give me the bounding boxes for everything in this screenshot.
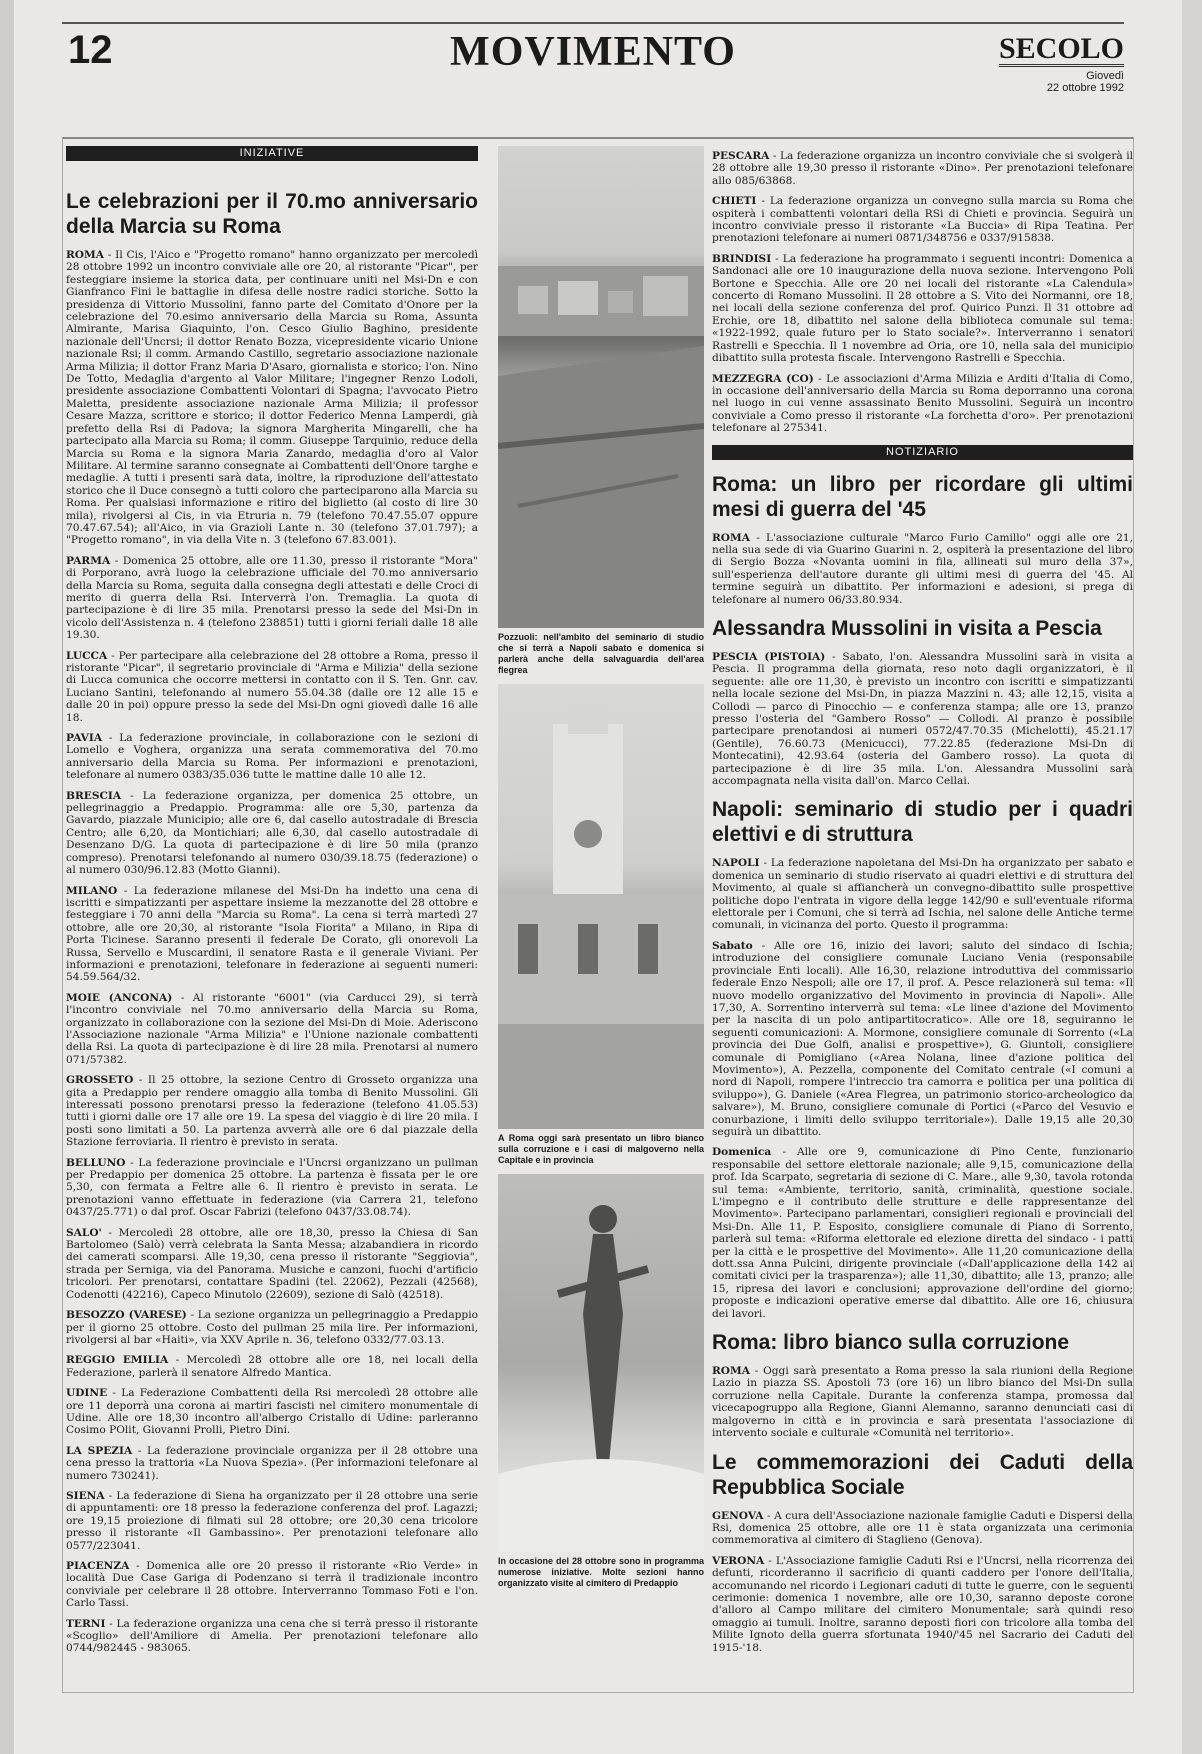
masthead xyxy=(62,14,1124,94)
paragraph-text: - Il Cis, l'Aico e "Progetto romano" hanno organizzato per mercoledì 28 ottobre 1992 un incontro conviviale alle ore 20, al ristorante "Picar", per festeggiare insieme la storica data, per continuare uniti nel Msi-Dn e con Gianfranco Fini le battaglie in difesa delle nostre radici storiche. Sotto la presidenza di Vittorio Mussolini, fanno parte del Comitato d'Onore per la celebrazione del 70.esimo anniversario della Marcia su Roma, Assunta Almirante, Marisa Giaquinto, l'on. Cesco Giulio Baghino, presidente nazionale dell'Uncrsi; il dottor Renato Bozza, vicepresidente vicario Unione nazionale Rsi; il comm. Armando Castillo, segretario associazione nazionale Arma Milizia; il dottor Franz Maria D'Asaro, giornalista e storico; l'on. Nino De Totto, Medaglia d'argento al Valor Militare; l'ingegner Renzo Lodoli, presidente associazione Combattenti Volontari di Spagna; l'avvocato Pietro Maletta, presidente associazione nazionale Arma Milizia; il professor Cesare Mazza, scrittore e storico; il dottor Federico Menna Lamperdi, già prefetto della Rsi di Padova; la signora Margherita Mingarelli, che ha partecipato alla Marcia su Roma; il comm. Giuseppe Tarquinio, reduce della Marcia su Roma e la signora Maria Zanardo, medaglia d'oro al Valor Militare. Al termine saranno consegnate ai Combattenti dell'Onore targhe e medaglie. A tutti i presenti sarà data, inoltre, la riproduzione dell'attestato storico che il Duce consegnò a tutti coloro che parteciparono alla Marcia su Roma. Per qualsiasi informazione e ritiro del biglietto (al costo di lire 30 mila), rivolgersi al Cis, in via Etruria n. 79 (telefono 70.47.55.07 oppure 70.47.67.54); all'Aico, in via Grazioli Lante n. 30 (telefono 37.01.797); a "Progetto romano", in via della Vite n. 3 (telefono 67.83.001). xyxy=(66,249,478,547)
paragraph-text: - Domenica 25 ottobre, alle ore 11.30, presso il ristorante "Mora" di Porporano, avrà luogo la celebrazione ufficiale del 70.mo anniversario della Marcia su Roma, seguita dalla consegna degli attestati e delle Croci di merito di guerra della Rsi. Interverrà l'on. Tremaglia. La quota di partecipazione è di lire 35 mila. Prenotarsi presso la sede del Msi-Dn in vicolo dell'Assistenza n. 4 (telefono 238851) tutti i giorni feriali dalle 18 alle 19.30. xyxy=(66,554,478,642)
left-article-body xyxy=(66,249,478,1655)
article-headline: Roma: libro bianco sulla corruzione xyxy=(712,1331,1070,1355)
notice-paragraph xyxy=(712,253,1133,365)
notice-paragraph xyxy=(66,885,478,984)
paragraph-text: - Il 25 ottobre, la sezione Centro di Grosseto organizza una gita a Predappio per rendere omaggio alla tomba di Benito Mussolini. Gli interessati possono prenotarsi presso la federazione (telefono 41.05.53) tutti i giorni dalle ore 17 alle ore 19. La spesa del viaggio è di lire 20 mila. I posti sono limitati a 50. La partenza avverrà alle ore 6 dal piazzale della Stazione ferroviaria. Il rientro è previsto in serata. xyxy=(66,1074,478,1149)
dateline: UDINE xyxy=(66,1387,108,1400)
notice-paragraph xyxy=(66,1445,478,1482)
dateline: GENOVA xyxy=(712,1509,764,1522)
page-number: 12 xyxy=(68,28,113,72)
dateline: GROSSETO xyxy=(66,1074,134,1087)
paragraph-text: - Al ristorante "6001" (via Carducci 29), si terrà l'incontro conviviale nel 70.mo anniversario della Marcia su Roma, organizzato in collaborazione con la sezione del Msi-Dn di Moie. Aderiscono l'Associazione nazionale "Arma Milizia" e l'Unione nazionale combattenti della Rsi. La quota di partecipazione è di lire 28 mila. Prenotarsi al numero 071/57382. xyxy=(66,991,478,1066)
paragraph-text: - La federazione di Siena ha organizzato per il 28 ottobre una serie di appuntamenti: ore 18 presso la federazione conferenza del prof. Lagazzi; ore 19,15 proiezione di filmati sul 28 ottobre; ore 20,30 cena tricolore presso il ristorante «Il Gambassino». Per prenotazioni telefonare allo 0577/223041. xyxy=(66,1489,478,1552)
paragraph-text: - La federazione provinciale organizza per il 28 ottobre una cena presso la trattoria «La Nuova Spezia». (Per informazioni telefonare al numero 730241). xyxy=(66,1444,478,1482)
dateline: BRESCIA xyxy=(66,789,122,802)
notice-paragraph xyxy=(712,1146,1133,1320)
notice-paragraph xyxy=(712,1555,1133,1654)
dateline: Sabato xyxy=(712,939,753,952)
dateline: PIACENZA xyxy=(66,1560,130,1572)
paragraph-text: - La federazione provinciale, in collaborazione con le sezioni di Lomello e Voghera, organizza una serata commemorativa del 70.mo anniversario della Marcia su Roma. Per informazioni e prenotazioni, telefonare al numero 0383/35.036 tutte le mattine dalle 10 alle 12. xyxy=(66,732,478,782)
dateline: MOIE (ANCONA) xyxy=(66,991,173,1004)
notice-paragraph xyxy=(66,1387,478,1437)
notice-paragraph xyxy=(712,1510,1133,1547)
notice-paragraph xyxy=(66,249,478,547)
paragraph-text: - La Federazione Combattenti della Rsi mercoledì 28 ottobre alle ore 11 deporrà una corona ai martiri fascisti nel cimitero monumentale di Udine. Alle ore 18,30 incontro all'albergo Cristallo di Udine: parleranno Cosimo POlit, Giovanni Prolli, Pietro Dini. xyxy=(66,1387,478,1437)
dateline: CHIETI xyxy=(712,195,757,208)
notice-paragraph xyxy=(712,1365,1133,1439)
notice-paragraph xyxy=(66,1490,478,1552)
notice-paragraph xyxy=(712,532,1133,606)
tower-illustration xyxy=(498,684,704,1129)
dateline: PAVIA xyxy=(66,732,103,745)
photo-campidoglio xyxy=(498,684,704,1129)
notice-paragraph xyxy=(712,195,1133,245)
dateline: PARMA xyxy=(66,554,111,567)
monument-illustration xyxy=(498,1174,704,1552)
paragraph-text: - La sezione organizza un pellegrinaggio a Predappio per il giorno 25 ottobre. Costo del pullman 25 mila lire. Per informazioni, rivolgersi al bar «Haiti», via XXV Aprile n. 36, telefono 0332/77.03.13. xyxy=(66,1309,478,1346)
paragraph-text: - La federazione provinciale e l'Uncrsi organizzano un pullman per Predappio per domenica 25 ottobre. La partenza è fissata per le ore 5,30, con fermata a Feltre alle 6. Il rientro è previsto in serata. Le prenotazioni vanno effettuate in federazione (via Carrera 21, telefono 0437/25.771) o dal prof. Oscar Fabrizi (telefono 0437/33.08.74). xyxy=(66,1156,478,1219)
article-headline: Roma: un libro per ricordare gli ultimi mesi di guerra del '45 xyxy=(712,472,1133,521)
paragraph-text: - La federazione organizza un convegno sulla marcia su Roma che ospiterà i combattenti volontari della RSi di Chieti e provincia. Seguirà un incontro conviviale presso il ristorante «La Buccia» di Ripa Teatina. Per prenotazioni telefonare ai numeri 0871/348756 e 0337/915838. xyxy=(712,195,1133,245)
notice-paragraph xyxy=(66,1618,478,1655)
harbour-illustration xyxy=(498,146,704,628)
notice-paragraph xyxy=(712,150,1133,187)
paragraph-text: - Mercoledì 28 ottobre, alle ore 18,30, presso la Chiesa di San Bartolomeo (Salò) verrà celebrata la Santa Messa; alzabandiera in ricordo dei camerati scomparsi. Alle 19,30, cena presso il ristorante "Seggiovia", strada per Serniga, via del Panorama. Musiche e canzoni, fuochi d'artificio tricolori. Per prenotarsi, contattare Spadini (tel. 22062), Pezzali (42568), Codenotti (42216), Capeco Minutolo (22609), sezione di Salò (42518). xyxy=(66,1226,478,1301)
caption-predappio: In occasione del 28 ottobre sono in programma numerose iniziative. Molte sezioni hanno organizzato visite al cimitero di Predappio xyxy=(498,1556,704,1588)
dateline: ROMA xyxy=(66,249,104,261)
paragraph-text: - Sabato, l'on. Alessandra Mussolini sarà in visita a Pescia. Il programma della giornata, reso noto dagli organizzatori, è il seguente: alle ore 11,30, è previsto un incontro con iscritti e simpatizzanti nella locale sezione del Msi-Dn, in piazza Mazzini n. 43; alle 12,15, visita a Collodi — parco di Pinocchio — e conferenza stampa; alle ore 13, pranzo presso l'osteria del "Gambero Rosso" — Collodi. Al pranzo è possibile partecipare prenotandosi ai numeri 0572/47.70.35 (Michelotti), 45.21.17 (Gentile), 76.60.73 (Menicucci), 77.22.85 (federazione Msi-Dn di Montecatini), 42.93.64 (osteria del Gambero rosso). La quota di partecipazione è di lire 35 mila. L'on. Alessandra Mussolini sarà accompagnata nella visita dall'on. Marco Cellai. xyxy=(712,650,1133,788)
paragraph-text: - L'Associazione famiglie Caduti Rsi e l'Uncrsi, nella ricorrenza dei defunti, ricorderanno il sacrificio di quanti caddero per l'onore dell'Italia, accomunando nel ricordo i Legionari caduti di tutte le guerre, con le seguenti cerimonie: domenica 1 novembre, alle ore 10,30, saranno deposte corone d'alloro al Campo militare del cimitero Monumentale; sarà quindi reso omaggio ai tumuli. Inoltre, saranno deposti fiori con tricolore alla tomba del Milite Ignoto della guerra sfortunata 1940/'45 nel Sacrario dei Caduti del 1915-'18. xyxy=(712,1554,1133,1654)
dateline: PESCARA xyxy=(712,150,770,162)
top-rule xyxy=(62,22,1124,24)
notice-paragraph xyxy=(712,373,1133,435)
paragraph-text: - La federazione organizza una cena che si terrà presso il ristorante «Scoglio» dell'Amiliore di Amelia. Per prenotazioni telefonare allo 0744/982445 - 983065. xyxy=(66,1617,478,1655)
photo-predappio xyxy=(498,1174,704,1552)
dateline: LA SPEZIA xyxy=(66,1444,133,1457)
dateline: SALO' xyxy=(66,1226,102,1239)
article-headline: Napoli: seminario di studio per i quadri elettivi e di struttura xyxy=(712,798,1133,847)
paragraph-text: - Oggi sarà presentato a Roma presso la sala riunioni della Regione Lazio in piazza SS. Apostoli 73 (ore 16) un libro bianco del Msi-Dn sulla corruzione nella Capitale. Durante la conferenza stampa, promossa dal vicecapogruppo alla Regione, Gianni Alemanno, saranno denunciati casi di malgoverno in città e in provincia e sarà presentata l'associazione di intervento sociale e culturale «Comunità nel territorio». xyxy=(712,1365,1133,1440)
notice-paragraph xyxy=(712,651,1133,787)
paragraph-text: - La federazione organizza un incontro conviviale che si svolgerà il 28 ottobre alle 19,30 presso il ristorante «Dino». Per prenotazioni telefonare allo 085/63868. xyxy=(712,150,1133,187)
paragraph-text: - Alle ore 16, inizio dei lavori; saluto del sindaco di Ischia; introduzione del consigliere comunale Luciano Venia (responsabile provinciale Enti locali). Alle 16,30, relazione introduttiva del commissario federale Enzo Nespoli; alle ore 17, il prof. A. Pesce relazionerà sul tema: «Il nuovo modello organizzativo del Movimento in provincia di Napoli». Alle 17,30, A. Sorrentino interverrà sul tema: «Le linee d'azione del Movimento per la nascita di un polo antipartitocratico». Alle ore 18, seguiranno le seguenti comunicazioni: A. Mormone, consigliere comunale di Sorrento («La provincia dei Due Golfi, analisi e prospettive»), G. Giuntoli, consigliere comunale di Pomigliano («Area Nolana, linee d'azione politica del Movimento»), A. Pezzella, componente del Comitato centrale («I comuni a nord di Napoli, rompere l'intreccio tra camorra e politica per una politica di sviluppo»), G. Daniele («Area Flegrea, un patrimonio storico-archeologico da salvare»), M. Bruno, consigliere comunale di Portici («Parco del Vesuvio e conurbazione, i limiti dello sviluppo territoriale»). Dalle 19,15 alle 20,30 seguirà un dibattito. xyxy=(712,939,1133,1138)
notice-paragraph xyxy=(712,857,1133,931)
dateline: ROMA xyxy=(712,1365,750,1378)
paragraph-text: - Mercoledì 28 ottobre alle ore 18, nei locali della Federazione, parlerà il senatore Alfredo Mantica. xyxy=(66,1354,478,1379)
notiziario-articles xyxy=(712,472,1133,1654)
notice-paragraph xyxy=(66,1354,478,1379)
paragraph-text: - La federazione napoletana del Msi-Dn ha organizzato per sabato e domenica un seminario di studio riservato ai quadri elettivi e di struttura del Movimento, al quale si affiancherà un convegno-dibattito sulle prospettive politiche dopo l'entrata in vigore della legge 142/90 e sull'eventuale riforma elettorale per i Comuni, che si terrà ad Ischia, nel salone delle Antiche terme comunali, in vicinanza del porto. Questo il programma: xyxy=(712,857,1133,932)
dateline: ROMA xyxy=(712,531,750,544)
notice-paragraph xyxy=(66,732,478,782)
issue-date xyxy=(1047,70,1124,94)
dateline: Domenica xyxy=(712,1146,772,1159)
paragraph-text: - Le associazioni d'Arma Milizia e Arditi d'Italia di Como, in occasione dell'anniversario della Marcia su Roma deporranno una corona nel luogo in cui venne assassinato Benito Mussolini. Seguirà un incontro conviviale a Como presso il ristorante «La forchetta d'oro». Per prenotazioni telefonare al 275341. xyxy=(712,372,1133,435)
paragraph-text: - L'associazione culturale "Marco Furio Camillo" oggi alle ore 21, nella sua sede di via Guarino Guarini n. 2, ospiterà la presentazione del libro di Sergio Bozza «Novanta uomini in fila, allineati sul muro della 37», sull'esperienza dell'autore durante gli ultimi mesi di guerra del '45. Al termine seguirà un dibattito. Per informazioni e adesioni, si prega di telefonare al numero 06/33.80.934. xyxy=(712,531,1133,606)
dateline: BELLUNO xyxy=(66,1156,126,1169)
paragraph-text: - Alle ore 9, comunicazione di Pino Cente, funzionario responsabile del settore elettorale nazionale; alle 9,15, comunicazione della prof. Ida Scarpato, segretaria di sezione di C. Mare., alle 9,30, tavola rotonda sul tema: «Ambiente, territorio, sanità, criminalità, questione sociale. L'impegno e il contributo delle strutture e delle rappresentanze del Movimento». Partecipano parlamentari, consiglieri regionali e provinciali del Msi-Dn. Alle 11, P. Esposito, consigliere comunale di Piano di Sorrento, parlerà sul tema: «Riforma elettorale ed elezione diretta del sindaco - i patti per la città e le prospettive del Movimento». Alle 11,20 comunicazione della dott.ssa Anna Pulcini, dirigente provinciale («Dall'applicazione della 142 ai comitati civici per la trasparenza»); alle 11,30, dibattito; alle 13, pranzo; alle 15, ripresa dei lavori e conclusioni; approvazione dell'ordine del giorno; proposte e indicazioni operative emerse dal dibattito. Alle ore 16, chiusura dei lavori. xyxy=(712,1146,1133,1320)
dateline: PESCIA (PISTOIA) xyxy=(712,650,826,663)
dateline: REGGIO EMILIA xyxy=(66,1354,169,1367)
notice-paragraph xyxy=(66,1227,478,1301)
caption-pozzuoli: Pozzuoli: nell'ambito del seminario di studio che si terrà a Napoli sabato e domenica si parlerà anche della salvaguardia dell'area flegrea xyxy=(498,632,704,675)
page-shadow xyxy=(0,0,14,1754)
headline-marcia: Le celebrazioni per il 70.mo anniversario della Marcia su Roma xyxy=(66,190,478,238)
dateline: VERONA xyxy=(712,1554,765,1567)
page-shadow-right xyxy=(1182,0,1202,1754)
notice-paragraph xyxy=(66,790,478,877)
photo-pozzuoli xyxy=(498,146,704,628)
notice-paragraph xyxy=(712,940,1133,1139)
date: 22 ottobre 1992 xyxy=(1046,82,1124,94)
notice-paragraph xyxy=(66,650,478,724)
paragraph-text: - La federazione ha programmato i seguenti incontri: Domenica a Sandonaci alle ore 10 inaugurazione della nuova sezione. Intervengono Poli Bortone e Specchia. Alle ore 20 nei locali del ristorante «La Calendula» concerto di Romano Mussolini. Il 28 ottobre a S. Vito dei Normanni, ore 18, nei locali della sezione conferenza del prof. Quirico Punzi. Il 31 ottobre ad Erchie, ore 18, dibattito nel salone della biblioteca comunale sul tema: «1922-1992, quale futuro per lo Stato sociale?». Interverranno i senatori Rastrelli e Specchia. Il 1 novembre ad Oria, ore 10, nella sala del municipio dibattito sulla protesta fiscale. Intervengono Rastrelli e Specchia. xyxy=(712,252,1133,365)
paragraph-text: - Domenica alle ore 20 presso il ristorante «Rio Verde» in località Due Case Gariga di Podenzano si terrà il tradizionale incontro conviviale per celebrare il 28 ottobre. Interverranno Tommaso Foti e l'on. Carlo Tassi. xyxy=(66,1560,478,1610)
paragraph-text: - La federazione milanese del Msi-Dn ha indetto una cena di iscritti e simpatizzanti per aspettare insieme la mezzanotte del 28 ottobre e festeggiare i 70 anni della "Marcia su Roma". La cena si terrà martedì 27 ottobre, alle ore 20,30, al ristorante "Isola Fiorita" a Milano, in Ripa di Porta Ticinese. Saranno presenti il federale De Corato, gli onorevoli La Russa, Servello e Muscardini, il senatore Rasta e il generale Viviani. Per informazioni e prenotazioni, telefonare in federazione ai seguenti numeri: 54.59.564/32. xyxy=(66,884,478,984)
section-title: MOVIMENTO xyxy=(450,29,736,75)
article-headline: Alessandra Mussolini in visita a Pescia xyxy=(712,616,1102,640)
dateline: NAPOLI xyxy=(712,857,760,870)
caption-roma: A Roma oggi sarà presentato un libro bianco sulla corruzione e i casi di malgoverno nella Capitale e in provincia xyxy=(498,1133,704,1165)
left-column xyxy=(66,146,478,1676)
right-top-notices xyxy=(712,150,1133,435)
notice-paragraph xyxy=(66,555,478,642)
dateline: SIENA xyxy=(66,1489,105,1502)
kicker-iniziative: INIZIATIVE xyxy=(66,146,478,161)
dateline: LUCCA xyxy=(66,649,108,662)
dateline: BESOZZO (VARESE) xyxy=(66,1309,187,1322)
dateline: MILANO xyxy=(66,884,118,897)
newspaper-logo: SECOLO xyxy=(998,32,1124,65)
kicker-notiziario: NOTIZIARIO xyxy=(712,445,1133,460)
paragraph-text: - La federazione organizza, per domenica 25 ottobre, un pellegrinaggio a Predappio. Programma: alle ore 5,30, partenza da Gavardo, piazzale Municipio; alle ore 6, dal casello autostradale di Brescia Centro; alle 6,20, da Montichiari; alle 6,30, dal casello autostradale di Desenzano D/G. La quota di partecipazione è di lire 50 mila (pranzo compreso). Prenotarsi telefonando al numero 030/39.18.75 (federazione) o al numero 030/96.12.83 (Motto Gianni). xyxy=(66,789,478,877)
notice-paragraph xyxy=(66,1074,478,1148)
article-headline: Le commemorazioni dei Caduti della Repubblica Sociale xyxy=(712,1450,1133,1499)
dateline: BRINDISI xyxy=(712,252,772,265)
notice-paragraph xyxy=(66,1309,478,1346)
dateline: TERNI xyxy=(66,1617,106,1630)
notice-paragraph xyxy=(66,1157,478,1219)
paragraph-text: - Per partecipare alla celebrazione del 28 ottobre a Roma, presso il ristorante "Picar", il segretario provinciale di "Arma e Milizia" della sezione di Lucca comunica che occorre mettersi in contatto con il S. Ten. Gnr. cav. Luciano Santini, telefonando al numero 55.04.38 (dalle ore 12 alle 15 e dalle 20 in poi) oppure presso la sede del Msi-Dn ogni giovedì dalle 16 alle 18. xyxy=(66,649,478,724)
notice-paragraph xyxy=(66,992,478,1066)
weekday: Giovedì xyxy=(1086,70,1124,82)
photo-column xyxy=(498,146,704,1686)
dateline: MEZZEGRA (CO) xyxy=(712,372,814,385)
notice-paragraph xyxy=(66,1560,478,1610)
right-column xyxy=(712,150,1133,1690)
paragraph-text: - A cura dell'Associazione nazionale famiglie Caduti e Dispersi della Rsi, domenica 25 ottobre, alle ore 11 è stata organizzata una cerimonia commemorativa al cimitero di Staglieno (Genova). xyxy=(712,1509,1133,1547)
